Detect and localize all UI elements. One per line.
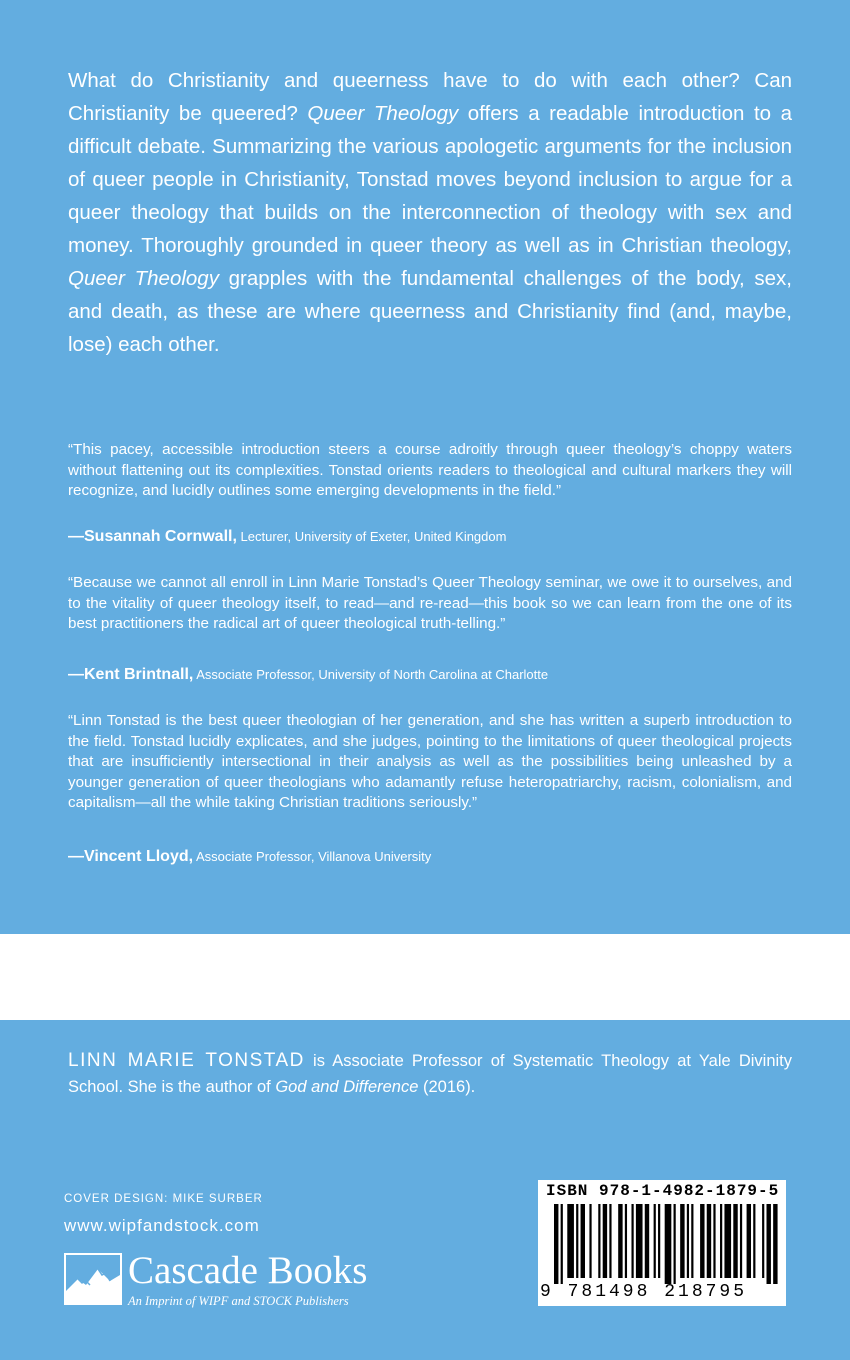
publisher-name: Cascade Books bbox=[128, 1249, 368, 1292]
barcode-bar bbox=[767, 1204, 771, 1284]
endorser-name-3: —Vincent Lloyd, bbox=[68, 848, 194, 865]
barcode-bar bbox=[576, 1204, 578, 1278]
barcode-bar bbox=[747, 1204, 751, 1278]
blurb-title-2: Queer Theology bbox=[68, 267, 219, 290]
barcode-bar bbox=[740, 1204, 742, 1278]
white-band bbox=[0, 934, 850, 1020]
endorser-affiliation-3: Associate Professor, Villanova University bbox=[195, 849, 432, 864]
author-bio-text-1: is Associate Professor of Systematic Theology at Yale Divinity School. She is the author of bbox=[68, 1052, 792, 1096]
barcode-bar bbox=[720, 1204, 722, 1278]
isbn-barcode bbox=[538, 1180, 786, 1306]
barcode-bar bbox=[636, 1204, 643, 1278]
blurb-text-1: What do Christianity and queerness have to do with each other? Can Christianity be queered? bbox=[68, 69, 792, 125]
blurb-text-2: offers a readable introduction to a difficult debate. Summarizing the various apologetic arguments for the inclusion of queer people in Christianity, Tonstad moves beyond inclusion to argue for a queer theology that builds on the interconnection of theology with sex and money. Thoroughly grounded in queer theory as well as in Christian theology, bbox=[68, 102, 792, 257]
author-bio bbox=[68, 1048, 792, 1100]
barcode-bar bbox=[618, 1204, 622, 1278]
barcode-bar bbox=[707, 1204, 711, 1278]
barcode-bar bbox=[700, 1204, 704, 1278]
barcode-bar bbox=[598, 1204, 600, 1278]
author-bio-text-2: (2016). bbox=[418, 1078, 476, 1096]
book-description bbox=[68, 64, 792, 361]
barcode-bar bbox=[733, 1204, 737, 1278]
barcode-bar bbox=[631, 1204, 633, 1278]
barcode-bars bbox=[554, 1204, 782, 1284]
endorser-affiliation-1: Lecturer, University of Exeter, United Kingdom bbox=[240, 529, 507, 544]
barcode-bar bbox=[753, 1204, 755, 1278]
barcode-bar bbox=[654, 1204, 656, 1278]
endorsement-quote-1: “This pacey, accessible introduction steers a course adroitly through queer theology’s choppy waters without flattening out its complexities. Tonstad orients readers to theological and cultural markers they will recognize, and lucidly outlines some emerging developments in the field.” bbox=[68, 441, 792, 499]
barcode-bar bbox=[645, 1204, 649, 1278]
barcode-bar bbox=[603, 1204, 607, 1278]
barcode-bar bbox=[691, 1204, 693, 1278]
barcode-bar bbox=[625, 1204, 627, 1278]
author-name: LINN MARIE TONSTAD bbox=[68, 1050, 305, 1071]
barcode-bar bbox=[680, 1204, 684, 1278]
blurb-text-3: grapples with the fundamental challenges of the body, sex, and death, as these are where queerness and Christianity find (and, maybe, lose) each other. bbox=[68, 267, 792, 356]
barcode-bar bbox=[567, 1204, 574, 1278]
barcode-bar bbox=[724, 1204, 731, 1278]
endorsement-quote-3: “Linn Tonstad is the best queer theologian of her generation, and she has written a superb introduction to the field. Tonstad lucidly explicates, and she judges, pointing to the limitations of queer theological projects that are insufficiently intersectional in their analysis as well as the possibilities being unleashed by a younger generation of queer theologians who adamantly refuse heteropatriarchy, racism, colonialism, and capitalism—all the while taking Christian traditions seriously.” bbox=[68, 712, 792, 811]
endorsement-attribution-2 bbox=[68, 666, 792, 684]
barcode-bar bbox=[762, 1204, 764, 1278]
endorsement-attribution-1 bbox=[68, 528, 792, 546]
barcode-bar bbox=[687, 1204, 689, 1278]
endorsement-quote-2: “Because we cannot all enroll in Linn Marie Tonstad’s Queer Theology seminar, we owe it to ourselves, and to the vitality of queer theology itself, to read—and re-read—this book so we can learn from the one of its best practitioners the radical art of queer theological truth-telling.” bbox=[68, 574, 792, 632]
blurb-title-1: Queer Theology bbox=[307, 102, 459, 125]
endorser-name-1: —Susannah Cornwall, bbox=[68, 528, 237, 545]
author-book-title: God and Difference bbox=[275, 1078, 419, 1096]
endorser-affiliation-2: Associate Professor, University of North Carolina at Charlotte bbox=[196, 667, 549, 682]
endorser-name-2: —Kent Brintnall, bbox=[68, 666, 194, 683]
barcode-bar bbox=[554, 1204, 558, 1284]
mountain-logo-icon bbox=[64, 1253, 122, 1305]
isbn-label: ISBN 978-1-4982-1879-5 bbox=[546, 1182, 780, 1200]
barcode-digits: 9 781498 218795 bbox=[540, 1282, 748, 1302]
cover-design-credit: COVER DESIGN: MIKE SURBER bbox=[64, 1193, 263, 1205]
barcode-bar bbox=[665, 1204, 672, 1284]
barcode-bar bbox=[581, 1204, 585, 1278]
publisher-website[interactable]: www.wipfandstock.com bbox=[64, 1216, 260, 1235]
barcode-bar bbox=[674, 1204, 676, 1284]
barcode-bar bbox=[561, 1204, 563, 1284]
publisher-imprint: An Imprint of WIPF and STOCK Publishers bbox=[128, 1294, 349, 1308]
barcode-bar bbox=[658, 1204, 660, 1278]
barcode-bar bbox=[773, 1204, 777, 1284]
endorsement-attribution-3 bbox=[68, 848, 792, 866]
barcode-bar bbox=[713, 1204, 715, 1278]
barcode-bar bbox=[589, 1204, 591, 1278]
barcode-bar bbox=[609, 1204, 611, 1278]
